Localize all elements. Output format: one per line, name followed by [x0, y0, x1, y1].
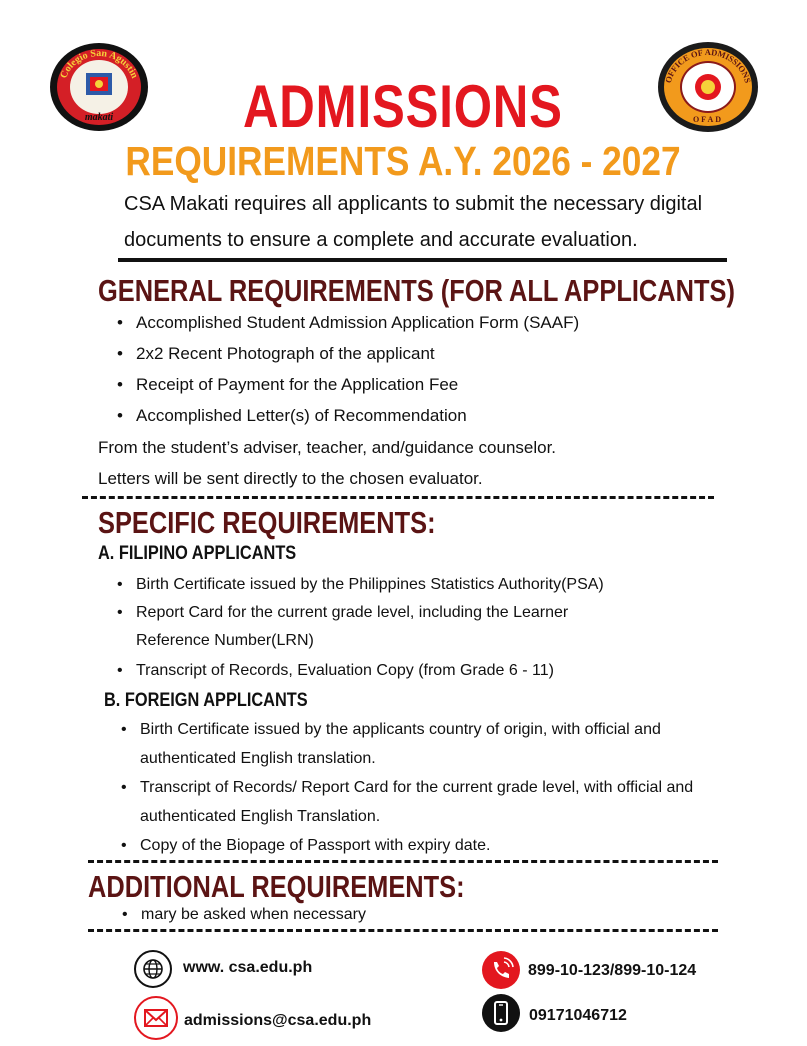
- mail-icon: [134, 996, 178, 1040]
- list-item-continuation: authenticated English translation.: [140, 750, 376, 767]
- specific-requirements-heading: SPECIFIC REQUIREMENTS:: [98, 505, 436, 540]
- seal-text: OFFICE OF ADMISSIONS: [662, 46, 754, 85]
- seal-text: Colegio San Agustin: [58, 47, 140, 81]
- dashed-divider: [88, 929, 718, 932]
- dashed-divider: [82, 496, 714, 499]
- page-subtitle: REQUIREMENTS A.Y. 2026 - 2027: [125, 138, 681, 184]
- additional-requirements-heading: ADDITIONAL REQUIREMENTS:: [88, 869, 465, 904]
- list-item: • Receipt of Payment for the Application Fee: [136, 375, 458, 395]
- intro-line-1: CSA Makati requires all applicants to submit the necessary digital: [124, 193, 703, 215]
- smartphone-icon: [482, 994, 520, 1032]
- list-item: • Birth Certificate issued by the applicants country of origin, with official and: [140, 721, 661, 739]
- list-item: • Report Card for the current grade level, including the Learner: [136, 604, 568, 622]
- foreign-applicants-heading: B. FOREIGN APPLICANTS: [104, 690, 308, 711]
- list-item: • Birth Certificate issued by the Philippines Statistics Authority(PSA): [136, 576, 604, 594]
- seal-subtext: makati: [84, 112, 114, 123]
- list-item-continuation: Reference Number(LRN): [136, 632, 314, 649]
- seal-subtext: OFAD: [692, 115, 724, 124]
- filipino-applicants-heading: A. FILIPINO APPLICANTS: [98, 543, 297, 564]
- list-item: • Transcript of Records, Evaluation Copy (from Grade 6 - 11): [136, 662, 554, 680]
- list-item: • mary be asked when necessary: [141, 906, 366, 924]
- list-item-continuation: authenticated English Translation.: [140, 808, 381, 825]
- divider: [118, 258, 727, 262]
- mobile-number[interactable]: 09171046712: [529, 1007, 627, 1024]
- intro-line-2: documents to ensure a complete and accurate evaluation.: [124, 229, 638, 251]
- page-title: ADMISSIONS: [242, 73, 563, 140]
- list-item: • 2x2 Recent Photograph of the applicant: [136, 344, 435, 364]
- general-requirements-heading: GENERAL REQUIREMENTS (FOR ALL APPLICANTS): [98, 273, 735, 308]
- email-link[interactable]: admissions@csa.edu.ph: [184, 1012, 372, 1029]
- list-item: • Transcript of Records/ Report Card for the current grade level, with official and: [140, 779, 693, 797]
- dashed-divider: [88, 860, 718, 863]
- list-item: • Accomplished Student Admission Application Form (SAAF): [136, 313, 579, 333]
- general-note-2: Letters will be sent directly to the chosen evaluator.: [98, 469, 483, 488]
- list-item: • Accomplished Letter(s) of Recommendation: [136, 406, 467, 426]
- globe-icon: [134, 950, 172, 988]
- phone-icon: [482, 951, 520, 989]
- list-item: • Copy of the Biopage of Passport with expiry date.: [140, 837, 490, 855]
- website-link[interactable]: www. csa.edu.ph: [183, 959, 313, 976]
- phone-number[interactable]: 899-10-123/899-10-124: [528, 962, 697, 979]
- general-note-1: From the student’s adviser, teacher, and/guidance counselor.: [98, 438, 557, 457]
